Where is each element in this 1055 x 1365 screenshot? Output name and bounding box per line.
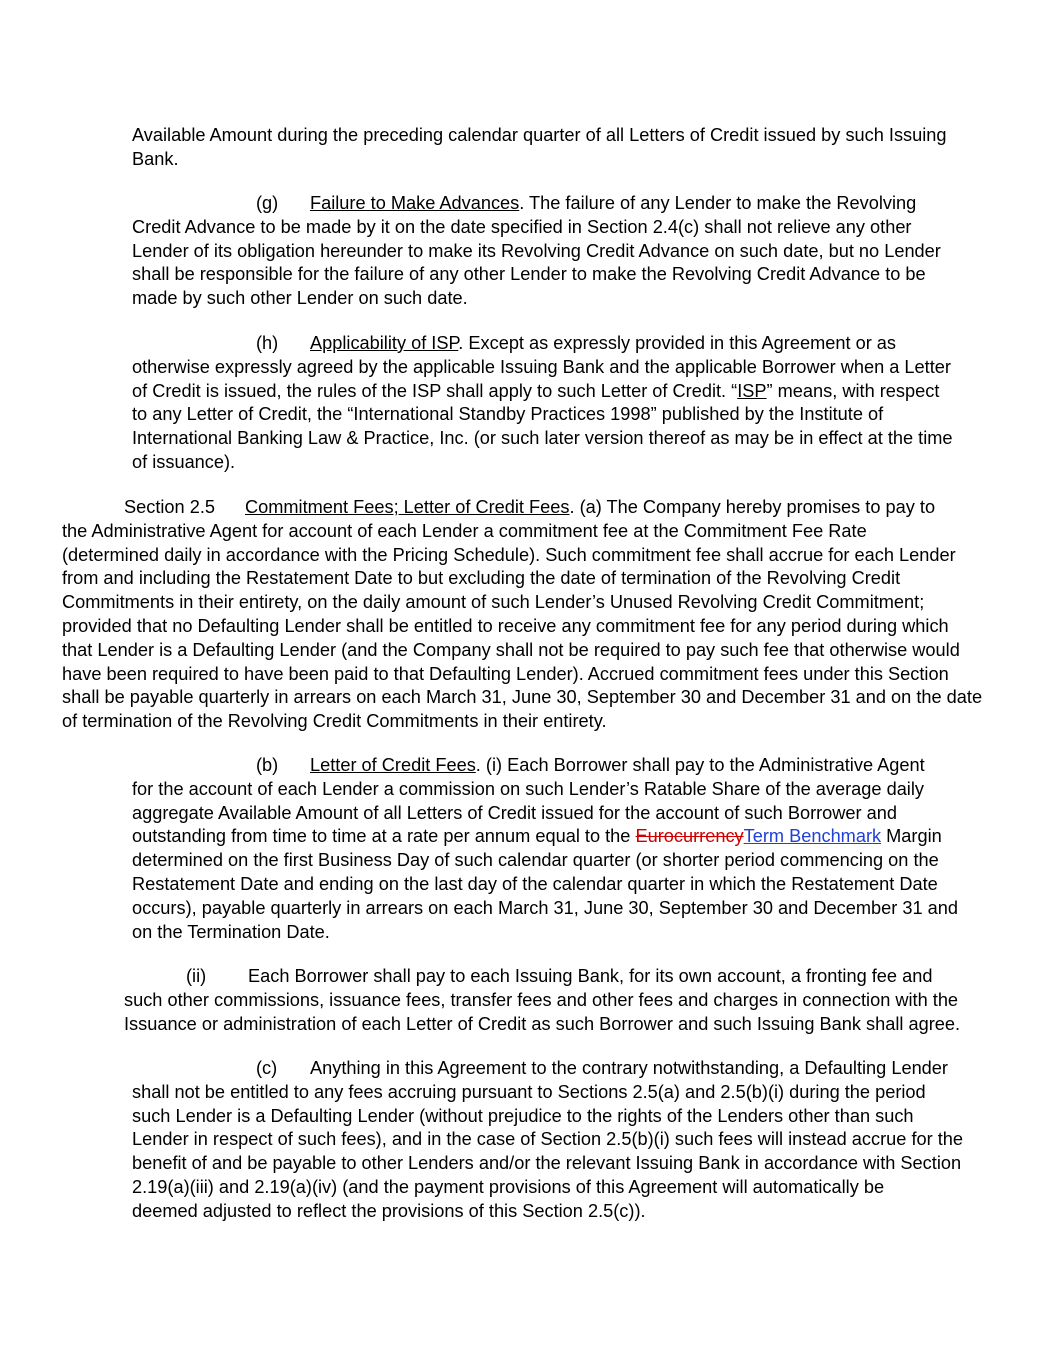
text-line: determined on the first Business Day of such calendar quarter (or shorter period commencing on the	[132, 850, 939, 871]
text-segment: of Credit is issued, the rules of the ISP shall apply to such Letter of Credit. “	[132, 380, 738, 401]
inserted-text: Term Benchmark	[743, 826, 882, 847]
paragraph-g	[132, 192, 941, 311]
text-line: such other commissions, issuance fees, transfer fees and other fees and charges in connection with the	[124, 989, 959, 1010]
paragraph-b-ii	[124, 965, 960, 1036]
paragraph-c	[132, 1057, 963, 1224]
text-line: otherwise expressly agreed by the applicable Issuing Bank and the applicable Borrower when a Letter	[132, 356, 951, 377]
paragraph-h	[132, 332, 953, 475]
paragraph-label: (c)	[256, 1058, 278, 1078]
paragraph-label: (h)	[256, 333, 279, 353]
defined-term: ISP	[737, 380, 767, 401]
text-line: Lender in respect of such fees), and in the case of Section 2.5(b)(i) such fees will instead accrue for the	[132, 1129, 964, 1150]
paragraph-continuation	[132, 124, 947, 172]
paragraph-b-ii-first-line	[124, 965, 960, 989]
section-heading: Commitment Fees; Letter of Credit Fees	[245, 497, 570, 517]
paragraph-label: (g)	[256, 193, 279, 213]
paragraph-c-first-line	[132, 1057, 963, 1081]
text-line: to any Letter of Credit, the “International Standby Practices 1998” published by the Institute of	[132, 404, 884, 425]
section-2-5	[62, 496, 982, 734]
text-line	[132, 825, 958, 849]
text-line: 2.19(a)(iii) and 2.19(a)(iv) (and the payment provisions of this Agreement will automatically be	[132, 1176, 885, 1197]
text-line: deemed adjusted to reflect the provisions of this Section 2.5(c)).	[132, 1200, 646, 1221]
text-line: shall not be entitled to any fees accruing pursuant to Sections 2.5(a) and 2.5(b)(i) during the period	[132, 1081, 926, 1102]
text-line: Commitments in their entirety, on the daily amount of such Lender’s Unused Revolving Credit Commitment;	[62, 592, 925, 613]
text-line: of termination of the Revolving Credit Commitments in their entirety.	[62, 711, 607, 732]
text-line: Issuance or administration of each Letter of Credit as such Borrower and such Issuing Bank shall agree.	[124, 1013, 961, 1034]
text-segment: Margin	[881, 826, 942, 847]
text-line: have been required to have been paid to that Defaulting Lender). Accrued commitment fees under this Section	[62, 663, 949, 684]
text-line: Restatement Date and ending on the last day of the calendar quarter in which the Restatement Date	[132, 873, 938, 894]
text-line: benefit of and be payable to other Lenders and/or the relevant Issuing Bank in accordance with Section	[132, 1153, 962, 1174]
paragraph-heading: Letter of Credit Fees	[310, 755, 476, 775]
text-line: the Administrative Agent for account of each Lender a commitment fee at the Commitment Fee Rate	[62, 520, 867, 541]
paragraph-h-first-line	[132, 332, 953, 356]
paragraph-label: (ii)	[186, 966, 207, 986]
text-line: International Banking Law & Practice, Inc. (or such later version thereof as may be in effect at the time	[132, 428, 953, 449]
text-segment: outstanding from time to time at a rate per annum equal to the	[132, 826, 636, 847]
paragraph-text: . The failure of any Lender to make the Revolving	[519, 193, 917, 213]
text-line: Available Amount during the preceding calendar quarter of all Letters of Credit issued by such Issuing	[132, 125, 947, 145]
text-line: of issuance).	[132, 451, 236, 472]
section-number: Section 2.5	[124, 497, 215, 517]
text-line: from and including the Restatement Date to but excluding the date of termination of the Revolving Credit	[62, 568, 901, 589]
text-line: on the Termination Date.	[132, 921, 330, 942]
paragraph-text: Each Borrower shall pay to each Issuing Bank, for its own account, a fronting fee and	[248, 966, 933, 986]
text-line: made by such other Lender on such date.	[132, 288, 468, 309]
text-line: (determined daily in accordance with the Pricing Schedule). Such commitment fee shall accrue for each Lender	[62, 544, 956, 565]
paragraph-b	[132, 754, 958, 944]
paragraph-heading: Failure to Make Advances	[310, 193, 520, 213]
section-first-line	[62, 496, 982, 520]
text-line: Lender of its obligation hereunder to make its Revolving Credit Advance on such date, but no Lender	[132, 240, 941, 261]
text-line: such Lender is a Defaulting Lender (without prejudice to the rights of the Lenders other than such	[132, 1105, 914, 1126]
paragraph-b-first-line	[132, 754, 958, 778]
paragraph-g-first-line	[132, 192, 941, 216]
paragraph-text: Anything in this Agreement to the contrary notwithstanding, a Defaulting Lender	[310, 1058, 948, 1078]
paragraph-label: (b)	[256, 755, 279, 775]
text-line: shall be responsible for the failure of any other Lender to make the Revolving Credit Advance to be	[132, 264, 926, 285]
text-line: Credit Advance to be made by it on the date specified in Section 2.4(c) shall not relieve any other	[132, 216, 912, 237]
paragraph-text: . Except as expressly provided in this Agreement or as	[458, 333, 897, 353]
text-line: aggregate Available Amount of all Letters of Credit issued for the account of such Borrower and	[132, 802, 898, 823]
text-line: Bank.	[132, 148, 179, 169]
text-segment: ” means, with respect	[766, 380, 940, 401]
text-line: for the account of each Lender a commission on such Lender’s Ratable Share of the average daily	[132, 778, 924, 799]
text-line: that Lender is a Defaulting Lender (and the Company shall not be required to pay such fee that otherwise would	[62, 639, 960, 660]
text-line: shall be payable quarterly in arrears on each March 31, June 30, September 30 and December 31 and on the date	[62, 687, 983, 708]
paragraph-text: . (i) Each Borrower shall pay to the Administrative Agent	[475, 755, 925, 775]
section-text: . (a) The Company hereby promises to pay to	[569, 497, 936, 517]
paragraph-heading: Applicability of ISP	[310, 333, 459, 353]
text-line	[132, 380, 953, 404]
text-line: provided that no Defaulting Lender shall be entitled to receive any commitment fee for any period during which	[62, 615, 949, 636]
deleted-text: Eurocurrency	[635, 826, 744, 847]
text-line: occurs), payable quarterly in arrears on each March 31, June 30, September 30 and December 31 and	[132, 897, 958, 918]
